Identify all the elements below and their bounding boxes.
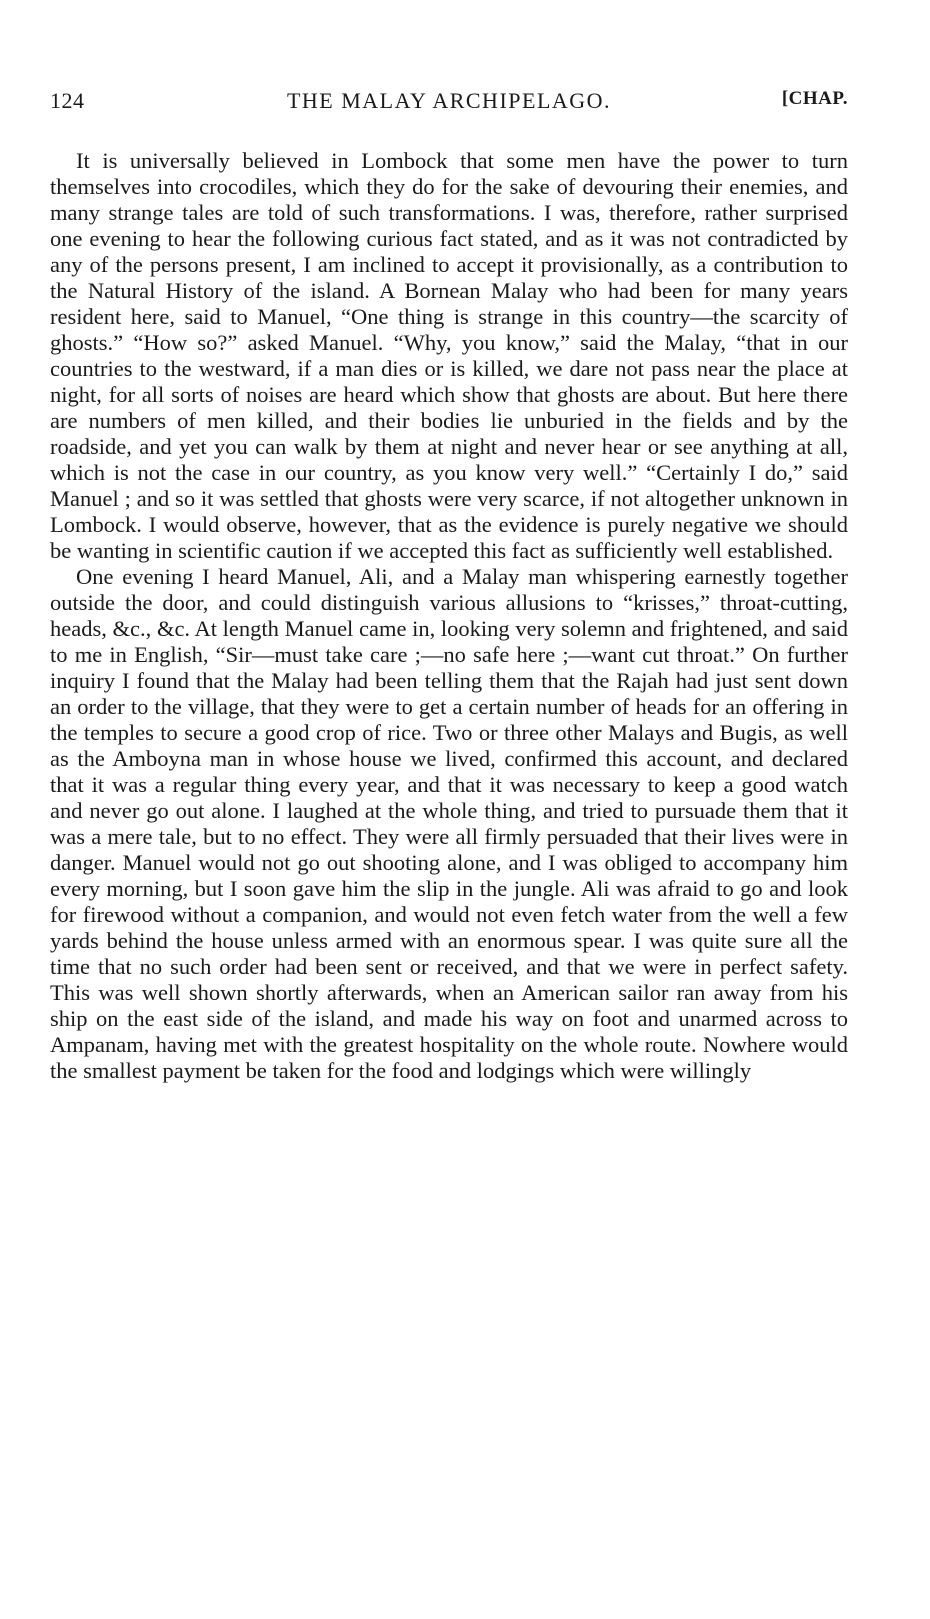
body-text bbox=[50, 148, 848, 1084]
page-number: 124 bbox=[50, 88, 85, 113]
book-page bbox=[50, 84, 848, 1084]
paragraph: It is universally believed in Lombock that some men have the power to turn themselves into crocodiles, which they do for the sake of devouring their enemies, and many strange tales are told of such transformations. I was, therefore, rather surprised one evening to hear the following curious fact stated, and as it was not contradicted by any of the persons present, I am inclined to accept it provisionally, as a contribution to the Natural History of the island. A Bornean Malay who had been for many years resident here, said to Manuel, “One thing is strange in this country—the scarcity of ghosts.” “How so?” asked Manuel. “Why, you know,” said the Malay, “that in our countries to the westward, if a man dies or is killed, we dare not pass near the place at night, for all sorts of noises are heard which show that ghosts are about. But here there are numbers of men killed, and their bodies lie unburied in the fields and by the roadside, and yet you can walk by them at night and never hear or see anything at all, which is not the case in our country, as you know very well.” “Certainly I do,” said Manuel ; and so it was settled that ghosts were very scarce, if not altogether unknown in Lombock. I would observe, however, that as the evidence is purely negative we should be wanting in scientific caution if we accepted this fact as sufficiently well established. bbox=[50, 148, 848, 563]
book-title: THE MALAY ARCHIPELAGO. bbox=[286, 88, 612, 113]
paragraph: One evening I heard Manuel, Ali, and a Malay man whispering earnestly together outside the door, and could distinguish various allusions to “krisses,” throat-cutting, heads, &c., &c. At length Manuel came in, looking very solemn and frightened, and said to me in English, “Sir—must take care ;—no safe here ;—want cut throat.” On further inquiry I found that the Malay had been telling them that the Rajah had just sent down an order to the village, that they were to get a certain number of heads for an offering in the temples to secure a good crop of rice. Two or three other Malays and Bugis, as well as the Amboyna man in whose house we lived, confirmed this account, and declared that it was a regular thing every year, and that it was necessary to keep a good watch and never go out alone. I laughed at the whole thing, and tried to pursuade them that it was a mere tale, but to no effect. They were all firmly persuaded that their lives were in danger. Manuel would not go out shooting alone, and I was obliged to accompany him every morning, but I soon gave him the slip in the jungle. Ali was afraid to go and look for firewood without a companion, and would not even fetch water from the well a few yards behind the house unless armed with an enormous spear. I was quite sure all the time that no such order had been sent or received, and that we were in perfect safety. This was well shown shortly afterwards, when an American sailor ran away from his ship on the east side of the island, and made his way on foot and unarmed across to Ampanam, having met with the greatest hospitality on the whole route. Nowhere would the smallest payment be taken for the food and lodgings which were willingly bbox=[50, 564, 848, 1083]
running-header bbox=[50, 84, 848, 118]
chapter-marker: [CHAP. bbox=[781, 88, 848, 109]
